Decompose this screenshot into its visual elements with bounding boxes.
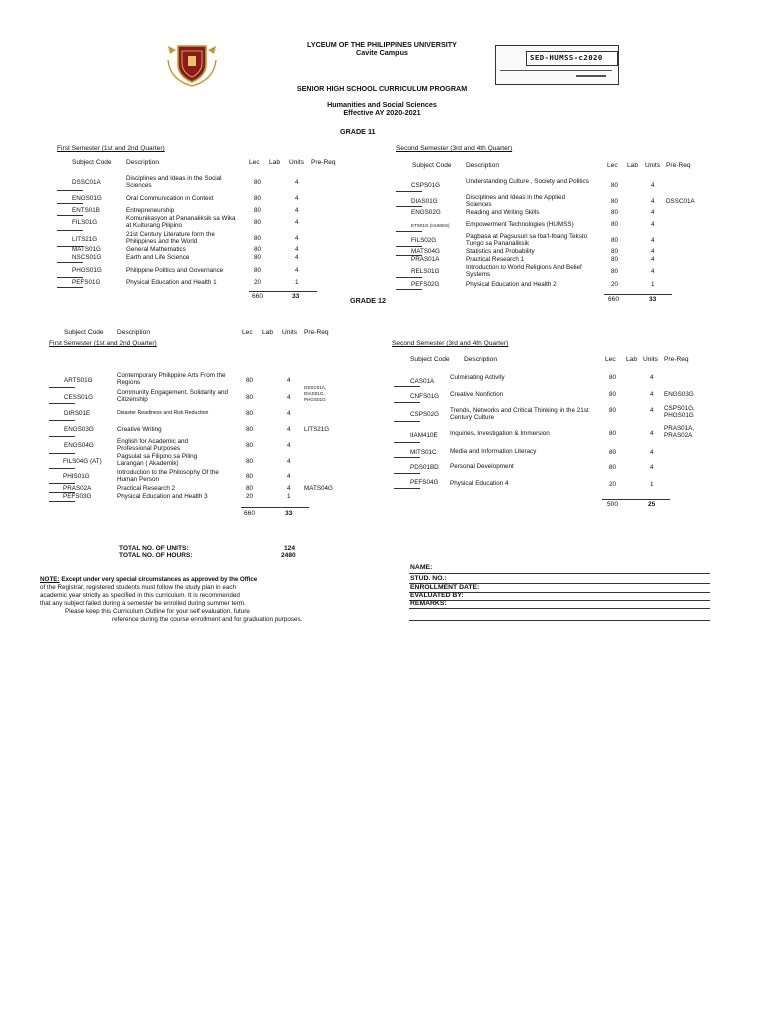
- subject-units: 4: [287, 458, 291, 465]
- subject-lec: 20: [609, 481, 617, 488]
- subject-code: ENTS01B: [72, 207, 100, 214]
- subject-prereq: ENGS03G: [664, 391, 694, 398]
- subject-units: 4: [295, 207, 299, 214]
- grade-blank: [394, 386, 420, 387]
- subject-units: 4: [651, 209, 655, 216]
- subject-lec: 80: [611, 248, 619, 255]
- grade-blank: [49, 420, 75, 421]
- grade-blank: [396, 206, 422, 207]
- subject-units: 4: [287, 426, 291, 433]
- subject-lec: 80: [609, 449, 617, 456]
- campus-name: Cavite Campus: [356, 48, 408, 57]
- total-line: [249, 291, 317, 292]
- grade-blank: [394, 421, 420, 422]
- subject-units: 4: [650, 464, 654, 471]
- subject-units: 4: [295, 267, 299, 274]
- col-subject-code: Subject Code: [410, 356, 450, 363]
- subject-code: DSSC01A: [72, 179, 101, 186]
- form-remarks-label: REMARKS:: [410, 600, 447, 607]
- form-stud-no-label: STUD. NO.:: [410, 575, 447, 582]
- subject-description: Physical Education 4: [450, 480, 509, 487]
- col-description: Description: [464, 356, 497, 363]
- subject-code: PEFS04G: [410, 479, 439, 486]
- subject-code: ETS01G (HUMSS): [411, 223, 450, 228]
- col-lec: Lec: [607, 162, 618, 169]
- subject-lec: 80: [254, 235, 262, 242]
- subject-units: 1: [651, 281, 655, 288]
- col-subject-code: Subject Code: [64, 329, 104, 336]
- col-units: Units: [643, 356, 659, 363]
- subject-description: Media and Information Literacy: [450, 448, 537, 455]
- col-description: Description: [117, 329, 150, 336]
- subject-lec: 80: [254, 219, 262, 226]
- subject-lec: 80: [611, 182, 619, 189]
- total-units: 33: [285, 510, 293, 517]
- subject-code: NSCS01G: [72, 254, 102, 261]
- subject-description: Culminating Activity: [450, 374, 505, 381]
- grade-11-label: GRADE 11: [340, 127, 376, 136]
- subject-code: IIAM410E: [410, 432, 438, 439]
- subject-units: 4: [295, 246, 299, 253]
- subject-description: Introduction to World Religions And Belief Systems: [466, 264, 582, 278]
- subject-units: 4: [651, 198, 655, 205]
- grade-blank: [394, 402, 420, 403]
- grade-blank: [49, 436, 75, 437]
- subject-units: 4: [287, 485, 291, 492]
- total-lec: 660: [252, 293, 264, 300]
- subject-description: Disaster Readiness and Risk Reduction: [117, 410, 209, 416]
- form-name-line[interactable]: [409, 573, 710, 574]
- subject-code: PRAS01A: [411, 256, 440, 263]
- subject-units: 4: [651, 256, 655, 263]
- subject-description: Pagsulat sa Filipino sa Piling Larangan ( Akademik): [117, 453, 198, 467]
- col-units: Units: [289, 159, 305, 166]
- col-lec: Lec: [242, 329, 253, 336]
- subject-lec: 80: [246, 485, 254, 492]
- note-text: Except under very special circumstances as approved by the Office: [61, 576, 258, 583]
- grade-blank: [57, 215, 83, 216]
- grade-blank: [57, 190, 83, 191]
- total-line: [604, 294, 672, 295]
- subject-prereq: MATS04G: [304, 485, 333, 492]
- subject-description: Entrepreneurship: [126, 207, 175, 214]
- subject-lec: 20: [254, 279, 262, 286]
- form-evaluated-by-label: EVALUATED BY:: [410, 592, 464, 599]
- subject-prereq: PRAS01A, PRAS02A: [664, 425, 695, 439]
- subject-units: 4: [287, 410, 291, 417]
- subject-units: 4: [651, 182, 655, 189]
- subject-description: Disciplines and Ideas in the Social Sciences: [126, 175, 222, 189]
- subject-description: Statistics and Probability: [466, 248, 535, 255]
- total-line: [602, 499, 670, 500]
- grade-blank: [394, 488, 420, 489]
- subject-description: Inquiries, Investigation & Immersion: [450, 430, 550, 437]
- subject-description: Introduction to the Philosophy Of the Human Person: [117, 469, 219, 483]
- subject-units: 4: [650, 449, 654, 456]
- semester-title: Second Semester (3rd and 4th Quarter): [396, 145, 513, 152]
- subject-code: ARTS01G: [64, 377, 93, 384]
- semester-title: Second Semester (3rd and 4th Quarter): [392, 340, 509, 347]
- total-lec: 660: [244, 510, 256, 517]
- subject-code: DIAS01G: [411, 198, 438, 205]
- subject-description: Oral Communication in Context: [126, 195, 214, 202]
- subject-units: 4: [651, 221, 655, 228]
- subject-description: 21st Century Literature form the Philippines and the World: [126, 231, 215, 245]
- subject-description: Trends, Networks and Critical Thinking in the 21st Century Culture: [450, 407, 589, 421]
- subject-lec: 80: [611, 221, 619, 228]
- subject-prereq: DSSC01A, DIAS01G, PHGS01G: [304, 385, 327, 402]
- grade-blank: [49, 403, 75, 404]
- effective-year: Effective AY 2020-2021: [343, 108, 421, 117]
- col-lab: Lab: [626, 356, 638, 363]
- total-units: 33: [292, 293, 300, 300]
- subject-prereq: LITS21G: [304, 426, 330, 433]
- subject-code: MATS01G: [72, 246, 101, 253]
- subject-code: FILS01G: [72, 219, 98, 226]
- note-line-6: reference during the course enrollment and for graduation purposes.: [112, 616, 303, 623]
- col-prereq: Pre-Req: [664, 356, 689, 363]
- subject-code: PEFS03G: [63, 493, 92, 500]
- subject-code: MITS01C: [410, 449, 437, 456]
- note-line-4: that any subject failed during a semester be enrolled during summer term.: [40, 600, 246, 607]
- col-units: Units: [645, 162, 661, 169]
- subject-description: Personal Development: [450, 463, 514, 470]
- grade-blank: [396, 231, 422, 232]
- col-description: Description: [126, 159, 159, 166]
- subject-units: 1: [295, 279, 299, 286]
- grade-blank: [396, 191, 422, 192]
- subject-description: Physical Education and Health 1: [126, 279, 217, 286]
- subject-units: 1: [650, 481, 654, 488]
- col-prereq: Pre-Req: [666, 162, 691, 169]
- subject-lec: 80: [609, 407, 617, 414]
- subject-units: 4: [650, 430, 654, 437]
- subject-code: PDS01BD: [410, 464, 439, 471]
- grade-blank: [49, 468, 75, 469]
- col-units: Units: [282, 329, 298, 336]
- subject-code: LITS21G: [72, 236, 98, 243]
- subject-code: PHIS01G: [63, 473, 90, 480]
- note-line-5: Please keep this Curriculum Outline for your self evaluation, future: [65, 608, 250, 615]
- subject-description: Creative Nonfiction: [450, 391, 504, 398]
- col-subject-code: Subject Code: [412, 162, 452, 169]
- grade-blank: [49, 501, 75, 502]
- subject-description: English for Academic and Professional Purposes: [117, 438, 189, 452]
- col-prereq: Pre-Req: [304, 329, 329, 336]
- subject-lec: 80: [246, 426, 254, 433]
- note-line-2: of the Registrar, registered students must follow the study plan in each: [40, 584, 237, 591]
- subject-description: Pagbasa at Pagsusuri sa Iba't-Ibang Teksto Tungo sa Pananaliksik: [466, 233, 588, 247]
- col-lab: Lab: [627, 162, 639, 169]
- form-enrollment-date-label: ENROLLMENT DATE:: [410, 584, 480, 591]
- subject-description: Practical Research 1: [466, 256, 525, 263]
- subject-lec: 80: [254, 267, 262, 274]
- subject-description: Physical Education and Health 2: [466, 281, 557, 288]
- subject-lec: 20: [246, 493, 254, 500]
- subject-units: 4: [651, 268, 655, 275]
- grade-blank: [394, 442, 420, 443]
- subject-lec: 80: [254, 246, 262, 253]
- subject-lec: 80: [611, 237, 619, 244]
- subject-code: DIRS01E: [64, 410, 91, 417]
- university-name: LYCEUM OF THE PHILIPPINES UNIVERSITY: [307, 40, 457, 49]
- subject-description: General Mathematics: [126, 246, 186, 253]
- subject-units: 4: [295, 179, 299, 186]
- document-code-stamp: [495, 45, 619, 85]
- subject-lec: 80: [609, 374, 617, 381]
- grade-blank: [396, 289, 422, 290]
- form-evaluated-by-line[interactable]: [409, 600, 710, 601]
- note-line-3: academic year strictly as specified in this curriculum. It is recommended: [40, 592, 240, 599]
- subject-lec: 80: [246, 410, 254, 417]
- form-remarks-line-1[interactable]: [409, 608, 710, 609]
- total-units-value: 124: [284, 545, 296, 552]
- subject-units: 4: [650, 374, 654, 381]
- program-title: SENIOR HIGH SCHOOL CURRICULUM PROGRAM: [296, 84, 468, 93]
- grade-blank: [396, 277, 422, 278]
- subject-lec: 80: [246, 377, 254, 384]
- subject-lec: 80: [246, 394, 254, 401]
- subject-lec: 80: [609, 464, 617, 471]
- subject-code: ENGS01G: [72, 195, 102, 202]
- col-description: Description: [466, 162, 499, 169]
- subject-code: CNFS01G: [410, 393, 440, 400]
- subject-code: FILS04G (AT): [63, 458, 102, 465]
- subject-units: 4: [651, 248, 655, 255]
- grade-blank: [394, 457, 420, 458]
- subject-code: PHGS01G: [72, 267, 102, 274]
- subject-description: Community Engagement, Solidarity and Citizenship: [117, 389, 228, 403]
- university-seal-logo: [166, 40, 218, 88]
- subject-code: CSPS01G: [411, 182, 441, 189]
- subject-lec: 80: [254, 254, 262, 261]
- grade-12-label: GRADE 12: [350, 296, 386, 305]
- subject-units: 4: [650, 407, 654, 414]
- col-prereq: Pre-Req: [311, 159, 336, 166]
- subject-prereq: DSSC01A: [666, 198, 695, 205]
- subject-lec: 80: [611, 198, 619, 205]
- subject-description: Empowerment Technologies (HUMSS): [466, 221, 574, 228]
- grade-blank: [394, 473, 420, 474]
- subject-code: MATS04G: [411, 248, 440, 255]
- document-code: SED-HUMSS-c2020: [530, 53, 603, 62]
- grade-blank: [49, 483, 75, 484]
- subject-units: 1: [287, 493, 291, 500]
- subject-description: Creative Writing: [117, 426, 162, 433]
- grade-blank: [57, 262, 83, 263]
- col-lab: Lab: [269, 159, 281, 166]
- subject-units: 4: [287, 473, 291, 480]
- subject-lec: 80: [611, 209, 619, 216]
- grade-blank: [57, 230, 83, 231]
- subject-description: Physical Education and Health 3: [117, 493, 208, 500]
- subject-units: 4: [650, 391, 654, 398]
- subject-units: 4: [287, 394, 291, 401]
- total-hours-label: TOTAL NO. OF HOURS:: [119, 552, 193, 559]
- grade-blank: [49, 453, 75, 454]
- subject-description: Disciplines and Ideas in the Applied Sciences: [466, 194, 566, 208]
- total-units-label: TOTAL NO. OF UNITS:: [119, 545, 189, 552]
- subject-code: RELS01G: [411, 268, 440, 275]
- total-lec: 500: [607, 501, 619, 508]
- subject-description: Reading and Writing Skills: [466, 209, 540, 216]
- col-subject-code: Subject Code: [72, 159, 112, 166]
- strand-title: Humanities and Social Sciences: [327, 100, 437, 109]
- form-name-label: NAME:: [410, 564, 433, 571]
- grade-blank: [396, 246, 422, 247]
- subject-code: PEFS01G: [72, 279, 101, 286]
- note-label: NOTE:: [40, 576, 60, 583]
- subject-lec: 80: [254, 179, 262, 186]
- subject-code: ENGS02G: [411, 209, 441, 216]
- total-lec: 660: [608, 296, 620, 303]
- subject-units: 4: [287, 377, 291, 384]
- subject-lec: 80: [246, 442, 254, 449]
- subject-units: 4: [295, 195, 299, 202]
- semester-title: First Semester (1st and 2nd Quarter): [57, 145, 165, 152]
- subject-description: Understanding Culture , Society and Politics: [466, 178, 589, 185]
- grade-blank: [57, 203, 83, 204]
- col-lab: Lab: [262, 329, 274, 336]
- subject-code: ENGS04G: [64, 442, 94, 449]
- grade-blank: [49, 387, 75, 388]
- total-units: 25: [648, 501, 656, 508]
- semester-title: First Semester (1st and 2nd Quarter): [49, 340, 157, 347]
- subject-units: 4: [287, 442, 291, 449]
- subject-units: 4: [651, 237, 655, 244]
- note-line-1: [40, 576, 257, 584]
- grade-blank: [57, 287, 83, 288]
- subject-lec: 80: [246, 473, 254, 480]
- subject-description: Practical Research 2: [117, 485, 176, 492]
- col-lec: Lec: [605, 356, 616, 363]
- subject-units: 4: [295, 219, 299, 226]
- grade-blank: [57, 277, 83, 278]
- subject-lec: 80: [246, 458, 254, 465]
- subject-lec: 80: [254, 195, 262, 202]
- subject-code: CESS01G: [64, 394, 94, 401]
- total-line: [241, 507, 309, 508]
- subject-code: FILS02G: [411, 237, 437, 244]
- total-units: 33: [649, 296, 657, 303]
- subject-code: CSPS02G: [410, 411, 440, 418]
- subject-code: CAS01A: [410, 378, 435, 385]
- subject-description: Philippine Politics and Governance: [126, 267, 224, 274]
- subject-prereq: CSPS01G, PHGS01G: [664, 405, 695, 419]
- subject-code: PRAS02A: [63, 485, 92, 492]
- col-lec: Lec: [249, 159, 260, 166]
- subject-lec: 20: [611, 281, 619, 288]
- subject-description: Komunikasyon at Pananaliksik sa Wika at Kulturang Pilipino: [126, 215, 236, 229]
- subject-lec: 80: [254, 207, 262, 214]
- subject-lec: 80: [611, 268, 619, 275]
- subject-code: PEFS02G: [411, 281, 440, 288]
- subject-units: 4: [295, 254, 299, 261]
- subject-description: Contemporary Philippine Arts From the Regions: [117, 372, 226, 386]
- subject-lec: 80: [609, 391, 617, 398]
- subject-units: 4: [295, 235, 299, 242]
- subject-lec: 80: [611, 256, 619, 263]
- subject-code: ENGS03G: [64, 426, 94, 433]
- subject-lec: 80: [609, 430, 617, 437]
- subject-description: Earth and Life Science: [126, 254, 190, 261]
- form-remarks-line-2[interactable]: [409, 620, 710, 621]
- total-hours-value: 2480: [281, 552, 296, 559]
